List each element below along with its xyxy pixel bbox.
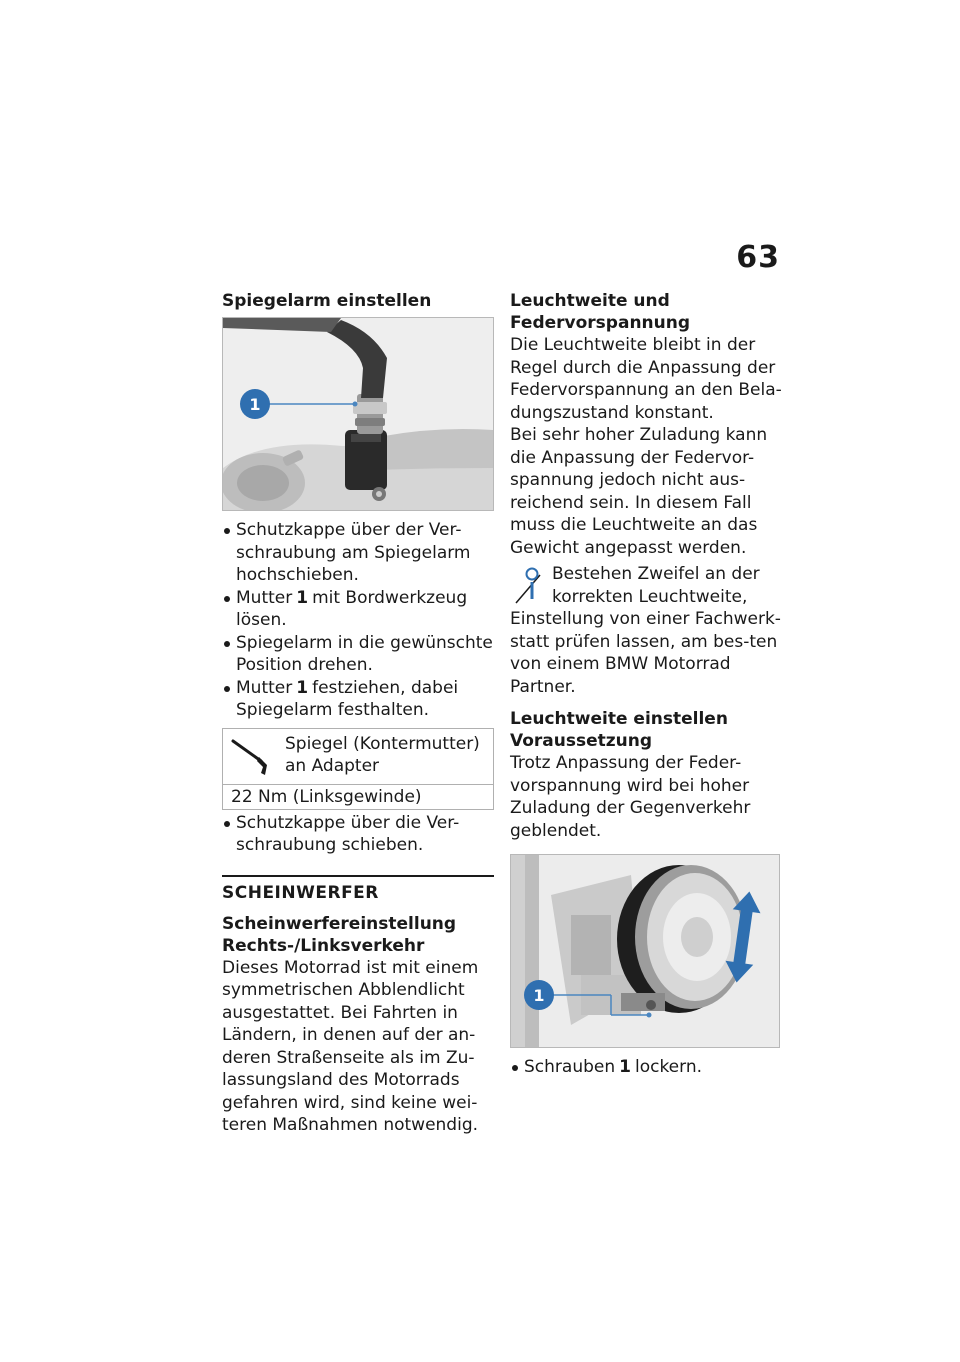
- figure2-callout-label: 1: [533, 986, 545, 1005]
- figure1-callout-label: 1: [249, 395, 261, 414]
- page-number: 63: [736, 240, 780, 275]
- headlight-step-1: Schrauben 1 lockern.: [510, 1056, 782, 1079]
- subheading-traffic-side: Rechts-/Linksverkehr: [222, 935, 425, 956]
- mirror-arm-illustration: [223, 318, 493, 510]
- paragraph-traffic-side: Dieses Motorrad ist mit einem symmetrischen Abblendlicht ausgestattet. Bei Fahrten in Ländern, in denen auf der an-deren Straßenseite als im Zu-lassungsland des Motorrads gefahren wird, sind keine wei-teren Maßnahmen notwendig.: [222, 957, 479, 1135]
- mirror-step-3: Spiegelarm in die gewünschte Position drehen.: [222, 632, 494, 677]
- heading-mirror-adjust: Spiegelarm einstellen: [222, 291, 432, 311]
- note-line-1: Bestehen Zweifel an der: [552, 564, 760, 584]
- mirror-final-step-list: [222, 812, 494, 857]
- info-icon: [510, 565, 546, 605]
- section-divider: [222, 875, 494, 905]
- heading-beam-range-preload: Leuchtweite und Federvorspannung: [510, 291, 691, 333]
- paragraph-beam-range-1: Die Leuchtweite bleibt in der Regel durch die Anpassung der Federvorspannung an den Bela-dungszustand konstant.: [510, 335, 782, 423]
- info-note: [510, 563, 782, 698]
- section-title-headlight: SCHEINWERFER: [222, 882, 379, 903]
- headlight-steps-list: [510, 1056, 782, 1079]
- headlight-illustration: [511, 855, 779, 1047]
- note-line-2: korrekten Leuchtweite,: [552, 586, 748, 607]
- note-rest: Einstellung von einer Fachwerk-statt prüfen lassen, am bes-ten von einem BMW Motorrad Partner.: [510, 609, 781, 697]
- mirror-step-1: Schutzkappe über der Ver-schraubung am Spiegelarm hochschieben.: [222, 519, 494, 587]
- heading-adjust-beam-range: Leuchtweite einstellen: [510, 709, 728, 729]
- torque-spec-box: [222, 728, 494, 810]
- heading-prerequisite: Voraussetzung: [510, 731, 653, 751]
- headlight-figure: [510, 854, 780, 1048]
- paragraph-beam-range-2: Bei sehr hoher Zuladung kann die Anpassung der Federvor-spannung jedoch nicht aus-reichend sein. In diesem Fall muss die Leuchtweite an das Gewicht angepasst werden.: [510, 425, 768, 558]
- mirror-step-5: Schutzkappe über die Ver-schraubung schieben.: [222, 812, 494, 857]
- torque-wrench-icon: [229, 735, 275, 777]
- mirror-step-2: Mutter 1 mit Bordwerkzeug lösen.: [222, 587, 494, 632]
- mirror-steps-list: [222, 519, 494, 722]
- subheading-headlight-adjust: Scheinwerfereinstellung: [222, 913, 457, 934]
- left-column: [222, 290, 494, 1137]
- torque-spec-title: Spiegel (Kontermutter) an Adapter: [285, 733, 480, 776]
- right-column: [510, 290, 782, 1079]
- torque-spec-value: 22 Nm (Linksgewinde): [231, 786, 422, 807]
- mirror-arm-figure: [222, 317, 494, 511]
- mirror-step-4: Mutter 1 festziehen, dabei Spiegelarm festhalten.: [222, 677, 494, 722]
- paragraph-prerequisite: Trotz Anpassung der Feder-vorspannung wird bei hoher Zuladung der Gegenverkehr geblendet.: [510, 753, 751, 841]
